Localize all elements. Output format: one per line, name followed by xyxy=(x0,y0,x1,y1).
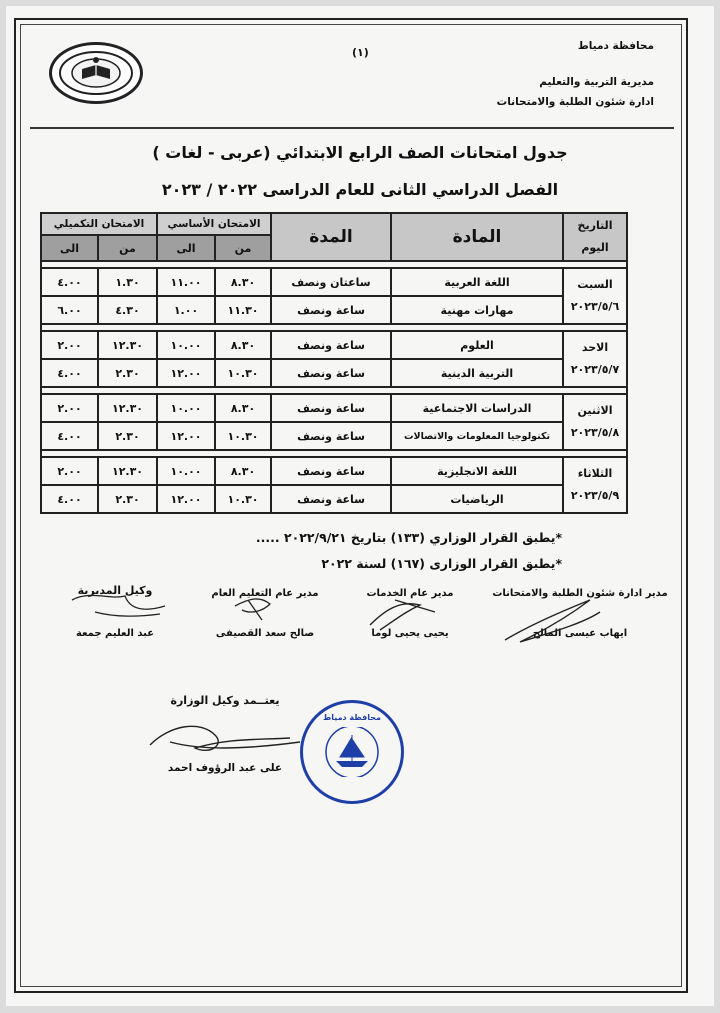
duration-cell: ساعة ونصف xyxy=(271,296,391,324)
signature-name-general-education: صالح سعد القصيفى xyxy=(215,628,315,639)
subject-cell: تكنولوجيا المعلومات والاتصالات xyxy=(391,422,563,450)
duration-cell: ساعة ونصف xyxy=(271,394,391,422)
basic-to-cell: ١٢.٠٠ xyxy=(157,485,215,513)
duration-cell: ساعة ونصف xyxy=(271,331,391,359)
comp-to-cell: ٤.٠٠ xyxy=(41,359,98,387)
comp-from-cell: ٢.٣٠ xyxy=(98,422,157,450)
basic-to-cell: ١٢.٠٠ xyxy=(157,359,215,387)
comp-from-cell: ١.٣٠ xyxy=(98,268,157,296)
day-name: السبت xyxy=(577,278,613,291)
document-subtitle: الفصل الدراسي الثانى للعام الدراسى ٢٠٢٢ / ٢٠٢٣ xyxy=(161,180,559,199)
note-decision-167: *يطبق القرار الوزارى (١٦٧) لسنة ٢٠٢٢ xyxy=(321,556,562,571)
header-governorate: محافظة دمياط xyxy=(577,40,654,52)
header-subject: المادة xyxy=(391,213,563,261)
header-comp-from: من xyxy=(98,235,157,261)
header-duration: المدة xyxy=(271,213,391,261)
comp-to-cell: ٢.٠٠ xyxy=(41,457,98,485)
day-date: ٢٠٢٣/٥/٧ xyxy=(570,363,620,376)
header-complementary-exam: الامتحان التكميلي xyxy=(41,213,157,235)
day-date: ٢٠٢٣/٥/٨ xyxy=(570,426,620,439)
basic-from-cell: ١٠.٣٠ xyxy=(215,485,271,513)
basic-from-cell: ١٠.٣٠ xyxy=(215,359,271,387)
document-title: جدول امتحانات الصف الرابع الابتدائي (عربى - لغات ) xyxy=(152,143,568,162)
official-stamp xyxy=(300,700,404,804)
header-date: التاريخ xyxy=(577,219,613,232)
signature-scribble-exams-director xyxy=(505,600,600,642)
comp-from-cell: ٢.٣٠ xyxy=(98,485,157,513)
basic-from-cell: ٨.٣٠ xyxy=(215,457,271,485)
signature-name-deputy-directorate: عبد العليم جمعة xyxy=(75,628,155,639)
day-name: الاحد xyxy=(581,341,609,354)
duration-cell: ساعة ونصف xyxy=(271,485,391,513)
signature-title-deputy-directorate: وكيل المديرية xyxy=(77,584,153,597)
subject-cell: العلوم xyxy=(391,331,563,359)
signature-scribble-services xyxy=(370,600,435,630)
header-day: اليوم xyxy=(581,241,609,254)
day-date: ٢٠٢٣/٥/٦ xyxy=(570,300,620,313)
signature-scribble-deputy-directorate xyxy=(72,595,165,616)
comp-from-cell: ١٢.٣٠ xyxy=(98,394,157,422)
duration-cell: ساعة ونصف xyxy=(271,457,391,485)
basic-to-cell: ١١.٠٠ xyxy=(157,268,215,296)
subject-cell: اللغة العربية xyxy=(391,268,563,296)
comp-to-cell: ٤.٠٠ xyxy=(41,268,98,296)
basic-to-cell: ١٠.٠٠ xyxy=(157,457,215,485)
comp-to-cell: ٢.٠٠ xyxy=(41,394,98,422)
signature-name-services: يحيى يحيى لوما xyxy=(371,628,449,639)
comp-to-cell: ٤.٠٠ xyxy=(41,422,98,450)
approval-name: على عبد الرؤوف احمد xyxy=(167,762,283,774)
subject-cell: اللغة الانجليزية xyxy=(391,457,563,485)
comp-from-cell: ٤.٣٠ xyxy=(98,296,157,324)
signature-title-general-education: مدير عام التعليم العام xyxy=(211,588,319,599)
basic-to-cell: ١٢.٠٠ xyxy=(157,422,215,450)
day-date: ٢٠٢٣/٥/٩ xyxy=(570,489,620,502)
basic-to-cell: ١٠.٠٠ xyxy=(157,394,215,422)
note-decision-133: *يطبق القرار الوزاري (١٣٣) بتاريخ ٢٠٢٢/٩/٢١ ..... xyxy=(255,530,562,545)
page-number: (١) xyxy=(352,46,369,59)
header-basic-exam: الامتحان الأساسي xyxy=(157,213,271,235)
comp-to-cell: ٦.٠٠ xyxy=(41,296,98,324)
header-basic-from: من xyxy=(215,235,271,261)
duration-cell: ساعتان ونصف xyxy=(271,268,391,296)
approval-label: يعتــمد وكيل الوزارة xyxy=(170,694,280,707)
duration-cell: ساعة ونصف xyxy=(271,359,391,387)
signature-scribble-undersecretary xyxy=(150,726,300,750)
subject-cell: مهارات مهنية xyxy=(391,296,563,324)
basic-to-cell: ١.٠٠ xyxy=(157,296,215,324)
basic-from-cell: ٨.٣٠ xyxy=(215,331,271,359)
basic-from-cell: ٨.٣٠ xyxy=(215,394,271,422)
comp-from-cell: ٢.٣٠ xyxy=(98,359,157,387)
header-comp-to: الى xyxy=(41,235,98,261)
signature-name-exams-director: ايهاب عيسى المالح xyxy=(532,628,628,639)
day-name: الاثنين xyxy=(577,404,613,417)
subject-cell: التربية الدينية xyxy=(391,359,563,387)
day-name: الثلاثاء xyxy=(577,467,613,480)
basic-from-cell: ١١.٣٠ xyxy=(215,296,271,324)
ship-emblem-icon xyxy=(322,727,382,777)
header-basic-to: الى xyxy=(157,235,215,261)
signature-title-services: مدير عام الخدمات xyxy=(366,588,454,599)
stamp-text: محافظة دمياط xyxy=(322,713,382,722)
header-department: ادارة شئون الطلبة والامتحانات xyxy=(496,96,654,108)
basic-to-cell: ١٠.٠٠ xyxy=(157,331,215,359)
basic-from-cell: ١٠.٣٠ xyxy=(215,422,271,450)
comp-to-cell: ٤.٠٠ xyxy=(41,485,98,513)
header-directorate: مديرية التربية والتعليم xyxy=(539,76,654,88)
signature-scribble-general-education xyxy=(235,599,270,620)
signature-title-exams-director: مدير ادارة شئون الطلبة والامتحانات xyxy=(492,588,668,599)
duration-cell: ساعة ونصف xyxy=(271,422,391,450)
comp-from-cell: ١٢.٣٠ xyxy=(98,457,157,485)
comp-to-cell: ٢.٠٠ xyxy=(41,331,98,359)
comp-from-cell: ١٢.٣٠ xyxy=(98,331,157,359)
subject-cell: الدراسات الاجتماعية xyxy=(391,394,563,422)
basic-from-cell: ٨.٣٠ xyxy=(215,268,271,296)
subject-cell: الرياضيات xyxy=(391,485,563,513)
